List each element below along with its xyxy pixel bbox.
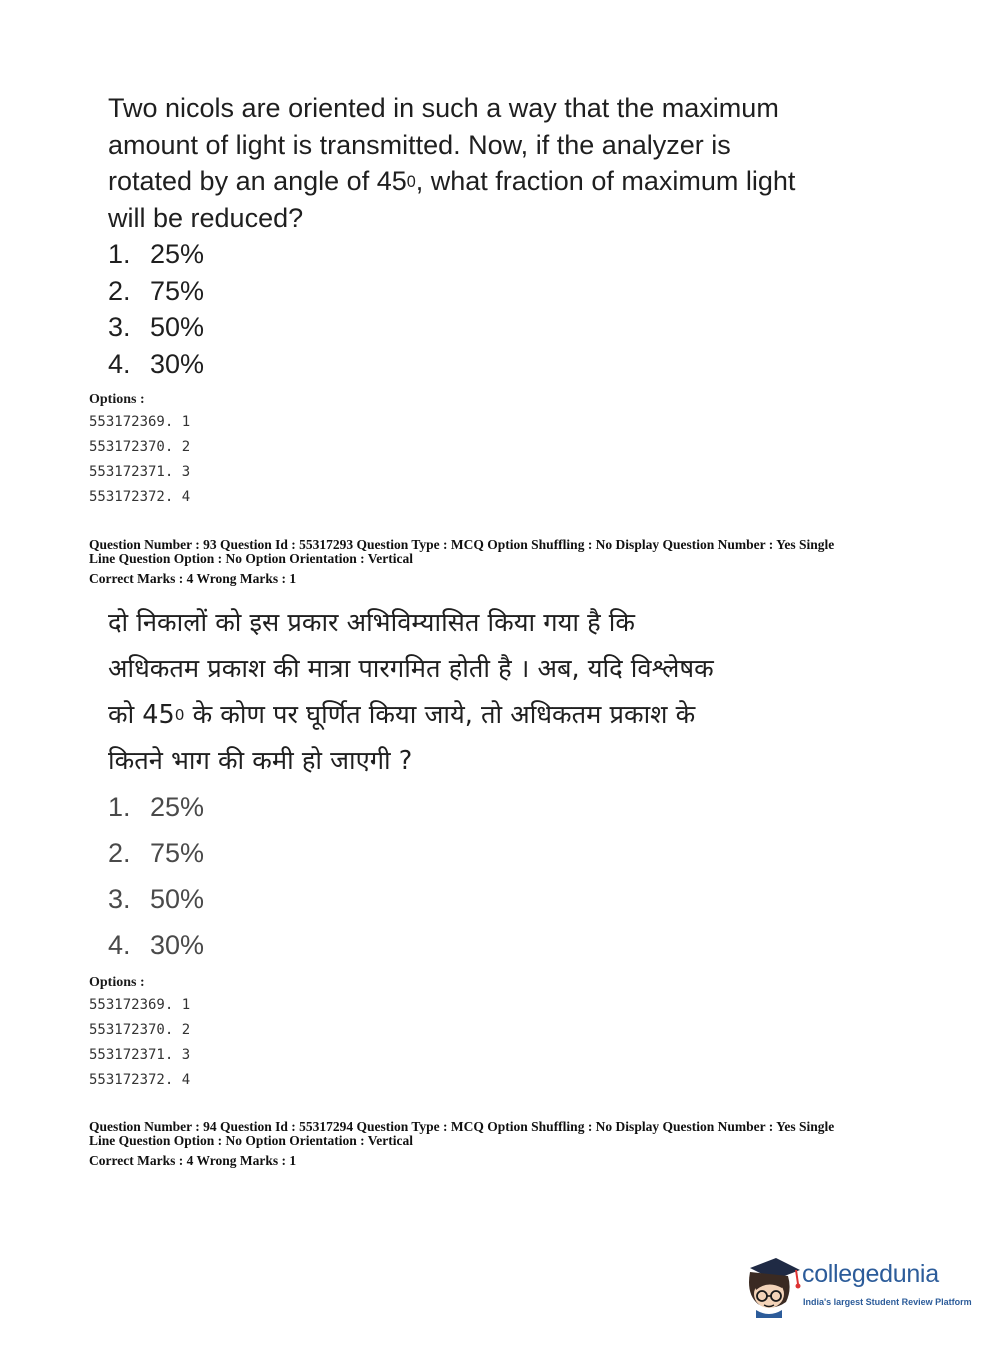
question-line: rotated by an angle of $45^0$, what fraction of maximum light bbox=[108, 166, 796, 196]
option-id: 553172369. 1 bbox=[89, 997, 191, 1013]
question-text-hindi bbox=[108, 600, 714, 784]
question-line: Two nicols are oriented in such a way that the maximum bbox=[108, 93, 779, 123]
answer-choices-english bbox=[108, 236, 204, 382]
option-id: 553172370. 2 bbox=[89, 439, 191, 455]
collegedunia-logo bbox=[742, 1250, 972, 1320]
answer-choice: 4. 30% bbox=[108, 348, 205, 379]
logo-wordmark: collegedunia bbox=[802, 1260, 939, 1288]
answer-choice: 3. 50% bbox=[108, 312, 205, 342]
answer-choice: 2. 75% bbox=[108, 275, 205, 306]
option-id: 553172372. 4 bbox=[89, 489, 191, 505]
question-line: कितने भाग की कमी हो जाएगी ? bbox=[108, 746, 413, 776]
option-id: 553172370. 2 bbox=[89, 1022, 191, 1038]
answer-choice: 1. 25% bbox=[108, 792, 205, 822]
question-line: अधिकतम प्रकाश की मात्रा पारगमित होती है । अब, यदि विश्लेषक bbox=[108, 654, 714, 684]
marks-info: Correct Marks : 4 Wrong Marks : 1 bbox=[89, 1153, 297, 1168]
options-label: Options : bbox=[89, 975, 145, 990]
answer-choice: 3. 50% bbox=[108, 884, 205, 914]
option-id: 553172371. 3 bbox=[89, 1047, 191, 1063]
question-line: amount of light is transmitted. Now, if the analyzer is bbox=[108, 129, 731, 160]
answer-choice: 2. 75% bbox=[108, 838, 205, 868]
option-id: 553172369. 1 bbox=[89, 414, 191, 430]
option-ids-block bbox=[89, 390, 190, 510]
question-text-english bbox=[108, 90, 795, 236]
question-line: दो निकालों को इस प्रकार अभिविम्यासित किया गया है कि bbox=[108, 608, 635, 638]
logo-tagline: India's largest Student Review Platform bbox=[803, 1297, 972, 1307]
marks-info: Correct Marks : 4 Wrong Marks : 1 bbox=[89, 571, 297, 586]
superscript-zero: 0 bbox=[174, 705, 185, 724]
student-mascot-icon bbox=[742, 1250, 802, 1318]
question-metadata-93: Question Number : 93 Question Id : 55317293 Question Type : MCQ Option Shuffling : No Display Question Number : Yes Single Line Question Option : No Option Orientation : Vertical Correct Marks : 4 Wrong Marks : 1 bbox=[89, 538, 919, 586]
question-line: को $45^0$ के कोण पर घूर्णित किया जाये, तो अधिकतम प्रकाश के bbox=[108, 700, 696, 730]
superscript-zero: 0 bbox=[406, 172, 416, 191]
options-label: Options : bbox=[89, 392, 145, 407]
answer-choices-hindi bbox=[108, 784, 204, 968]
option-id: 553172372. 4 bbox=[89, 1072, 191, 1088]
question-line: will be reduced? bbox=[108, 202, 304, 233]
answer-choice: 4. 30% bbox=[108, 930, 205, 960]
question-metadata-94: Question Number : 94 Question Id : 55317294 Question Type : MCQ Option Shuffling : No Display Question Number : Yes Single Line Question Option : No Option Orientation : Vertical Correct Marks : 4 Wrong Marks : 1 bbox=[89, 1120, 919, 1168]
answer-choice: 1. 25% bbox=[108, 239, 205, 269]
option-id: 553172371. 3 bbox=[89, 464, 191, 480]
option-ids-block bbox=[89, 973, 190, 1093]
